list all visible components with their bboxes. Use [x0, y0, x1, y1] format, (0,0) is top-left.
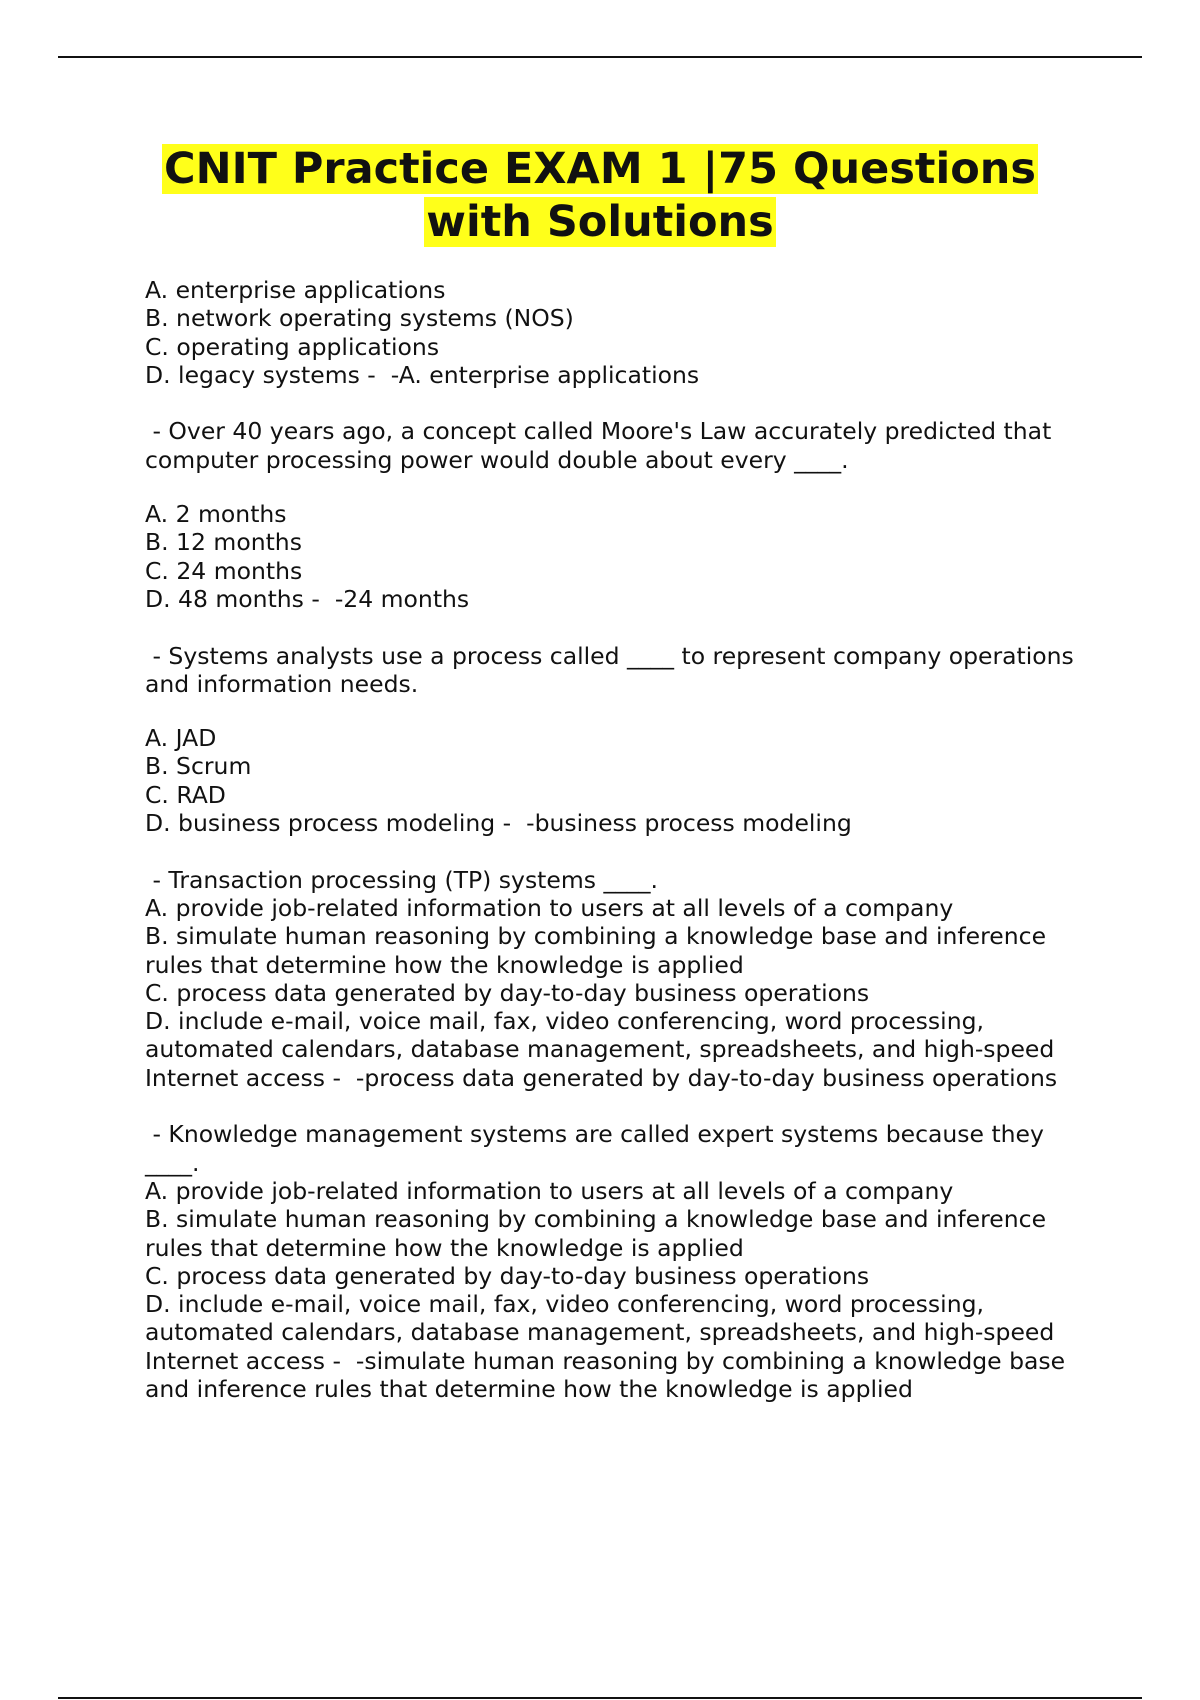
option-b: B. Scrum [145, 752, 252, 781]
header-rule [58, 56, 1142, 58]
question-text: - Transaction processing (TP) systems ____. [145, 865, 658, 894]
option-c: C. 24 months [145, 556, 303, 585]
question-text: - Knowledge management systems are called expert systems because they ____. [145, 1120, 1052, 1177]
option-c: C. process data generated by day-to-day business operations [145, 1261, 870, 1290]
option-a: A. provide job-related information to users at all levels of a company [145, 1176, 954, 1205]
option-c: C. operating applications [145, 332, 440, 361]
option-a: A. enterprise applications [145, 276, 446, 304]
page-title [0, 143, 1200, 249]
option-b: B. simulate human reasoning by combining a knowledge base and inference rules that determine how the knowledge is applied [145, 1205, 1054, 1262]
option-b: B. network operating systems (NOS) [145, 304, 574, 333]
option-d-answer: D. 48 months - -24 months [145, 584, 470, 613]
question-block-1 [145, 276, 1095, 389]
title-line-2: with Solutions [426, 197, 774, 247]
question-text: - Over 40 years ago, a concept called Moore's Law accurately predicted that computer processing power would double about every ____. [145, 417, 1059, 474]
option-d-answer: D. include e-mail, voice mail, fax, video conferencing, word processing, automated calendars, database management, spreadsheets, and high-speed Internet access - -simulate human reasoning by combining a knowledge base and inference rules that determine how the knowledge is applied [145, 1290, 1073, 1403]
option-d-answer: D. legacy systems - -A. enterprise applications [145, 360, 700, 389]
question-content [145, 276, 1095, 1403]
option-d-answer: D. include e-mail, voice mail, fax, video conferencing, word processing, automated calendars, database management, spreadsheets, and high-speed Internet access - -process data generated by day-to-day business operations [145, 1007, 1062, 1092]
option-b: B. simulate human reasoning by combining a knowledge base and inference rules that determine how the knowledge is applied [145, 922, 1054, 979]
option-a: A. 2 months [145, 500, 287, 529]
question-block-3 [145, 642, 1095, 838]
title-line-1: CNIT Practice EXAM 1 |75 Questions [164, 144, 1036, 194]
option-d-answer: D. business process modeling - -business process modeling [145, 809, 852, 838]
question-text: - Systems analysts use a process called ____ to represent company operations and information needs. [145, 641, 1082, 698]
question-block-2 [145, 417, 1095, 613]
footer-rule [58, 1697, 1142, 1699]
question-block-5 [145, 1120, 1095, 1403]
option-c: C. RAD [145, 780, 226, 809]
option-a: A. JAD [145, 724, 217, 753]
option-c: C. process data generated by day-to-day business operations [145, 978, 870, 1007]
option-b: B. 12 months [145, 528, 302, 557]
question-block-4 [145, 866, 1095, 1092]
option-a: A. provide job-related information to users at all levels of a company [145, 893, 954, 922]
